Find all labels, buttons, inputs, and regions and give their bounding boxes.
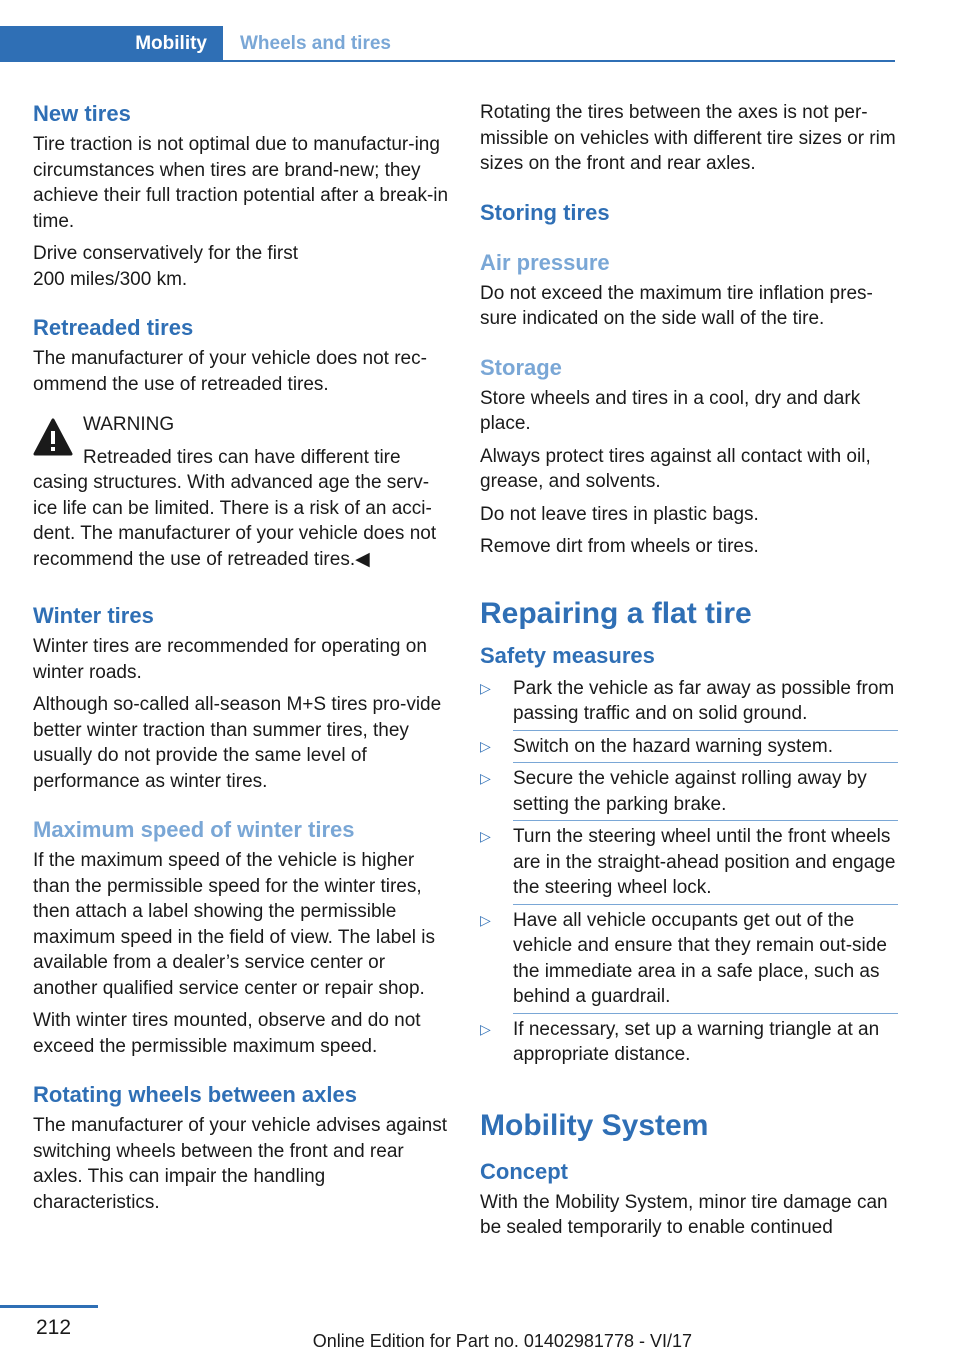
warning-text-rest: casing structures. With advanced age the serv‐ice life can be limited. There is a risk of an acci‐dent. The manufacturer of your vehicle does not recommend the use of retreaded tires.◀ (33, 472, 437, 570)
air-pressure-paragraph: Do not exceed the maximum tire inflation pres‐sure indicated on the side wall of the tire. (480, 282, 873, 329)
rotating-paragraph: The manufacturer of your vehicle advises against switching wheels between the front and rear axles. This can impair the handling characteristics. (33, 1115, 447, 1213)
bullet-triangle-icon: ▷ (480, 1020, 491, 1037)
heading-concept: Concept (480, 1158, 568, 1184)
storage-paragraph-1: Store wheels and tires in a cool, dry and dark place. (480, 387, 861, 434)
safety-measures-list (480, 676, 898, 1068)
storage-paragraph-2: Always protect tires against all contact with oil, grease, and solvents. (480, 445, 871, 492)
heading-safety-measures: Safety measures (480, 642, 655, 668)
new-tires-paragraph: Tire traction is not optimal due to manufactur‐ing circumstances when tires are brand-new; they achieve their full traction potential after a break-in time. (33, 134, 449, 232)
list-item (480, 824, 898, 905)
drive-line-2: 200 miles/300 km. (33, 268, 188, 290)
heading-new-tires: New tires (33, 101, 131, 126)
warning-title: WARNING (83, 414, 175, 435)
retreaded-paragraph: The manufacturer of your vehicle does not rec‐ommend the use of retreaded tires. (33, 348, 427, 395)
list-item (480, 734, 898, 764)
concept-paragraph: With the Mobility System, minor tire damage can be sealed temporarily to enable continued (480, 1191, 888, 1238)
max-speed-paragraph-2: With winter tires mounted, observe and do not exceed the permissible maximum speed. (33, 1010, 421, 1057)
new-tires-drive-paragraph (33, 241, 451, 292)
winter-paragraph-2: Although so-called all-season M+S tires pro‐vide better winter traction than summer tires, they usually do not provide the same level of performance as winter tires. (33, 694, 442, 792)
heading-retreaded-tires: Retreaded tires (33, 315, 194, 340)
heading-storage: Storage (480, 354, 562, 380)
rotating-continued-paragraph: Rotating the tires between the axes is not per‐missible on vehicles with different tire sizes or rim sizes on the front and rear axles. (480, 102, 896, 174)
list-item-text: Switch on the hazard warning system. (513, 735, 833, 757)
footer-rule (0, 1305, 98, 1308)
list-item-text: Secure the vehicle against rolling away by setting the parking brake. (513, 768, 867, 815)
tab-mobility: Mobility (0, 26, 223, 62)
left-column (33, 100, 451, 1215)
heading-storing-tires: Storing tires (480, 199, 610, 225)
heading-mobility-system: Mobility System (480, 1108, 709, 1142)
list-item-text: If necessary, set up a warning triangle at an appropriate distance. (513, 1018, 880, 1065)
right-column (480, 100, 898, 1241)
tab-wheels-and-tires: Wheels and tires (240, 33, 391, 54)
heading-winter-tires: Winter tires (33, 603, 154, 628)
heading-repairing-flat-tire: Repairing a flat tire (480, 596, 752, 630)
list-item-text: Park the vehicle as far away as possible from passing traffic and on solid ground. (513, 677, 895, 724)
warning-text (33, 445, 451, 573)
list-item-text: Turn the steering wheel until the front wheels are in the straight-ahead position and engage the steering wheel lock. (513, 826, 896, 898)
bullet-triangle-icon: ▷ (480, 828, 491, 844)
storage-paragraph-4: Remove dirt from wheels or tires. (480, 536, 759, 557)
warning-icon (33, 418, 73, 456)
footer-edition: Online Edition for Part no. 01402981778 - VI/17 (312, 1331, 692, 1351)
bullet-triangle-icon: ▷ (480, 679, 491, 696)
max-speed-paragraph-1: If the maximum speed of the vehicle is higher than the permissible speed for the winter tires, then attach a label showing the permissible maximum speed in the field of view. The label is available from a dealer’s service center or another qualified service center or repair shop. (33, 850, 436, 999)
bullet-triangle-icon: ▷ (480, 911, 491, 928)
list-item (480, 676, 898, 731)
storage-paragraph-3: Do not leave tires in plastic bags. (480, 503, 759, 525)
heading-rotating-wheels: Rotating wheels between axles (33, 1082, 357, 1107)
heading-air-pressure: Air pressure (480, 249, 610, 275)
list-item-text: Have all vehicle occupants get out of the vehicle and ensure that they remain out‐side the immediate area in a safe place, such as behind a guardrail. (513, 909, 887, 1007)
bullet-triangle-icon: ▷ (480, 770, 491, 786)
warning-block (33, 412, 451, 572)
list-item (480, 1017, 898, 1068)
bullet-triangle-icon: ▷ (480, 737, 491, 754)
list-item (480, 766, 898, 821)
page-number: 212 (36, 1316, 72, 1339)
warning-text-first: Retreaded tires can have different tire (83, 446, 401, 468)
header-rule (0, 60, 895, 62)
list-item (480, 908, 898, 1014)
winter-paragraph-1: Winter tires are recommended for operating on winter roads. (33, 636, 427, 683)
drive-line-1: Drive conservatively for the first (33, 243, 299, 264)
heading-max-speed-winter: Maximum speed of winter tires (33, 817, 355, 842)
